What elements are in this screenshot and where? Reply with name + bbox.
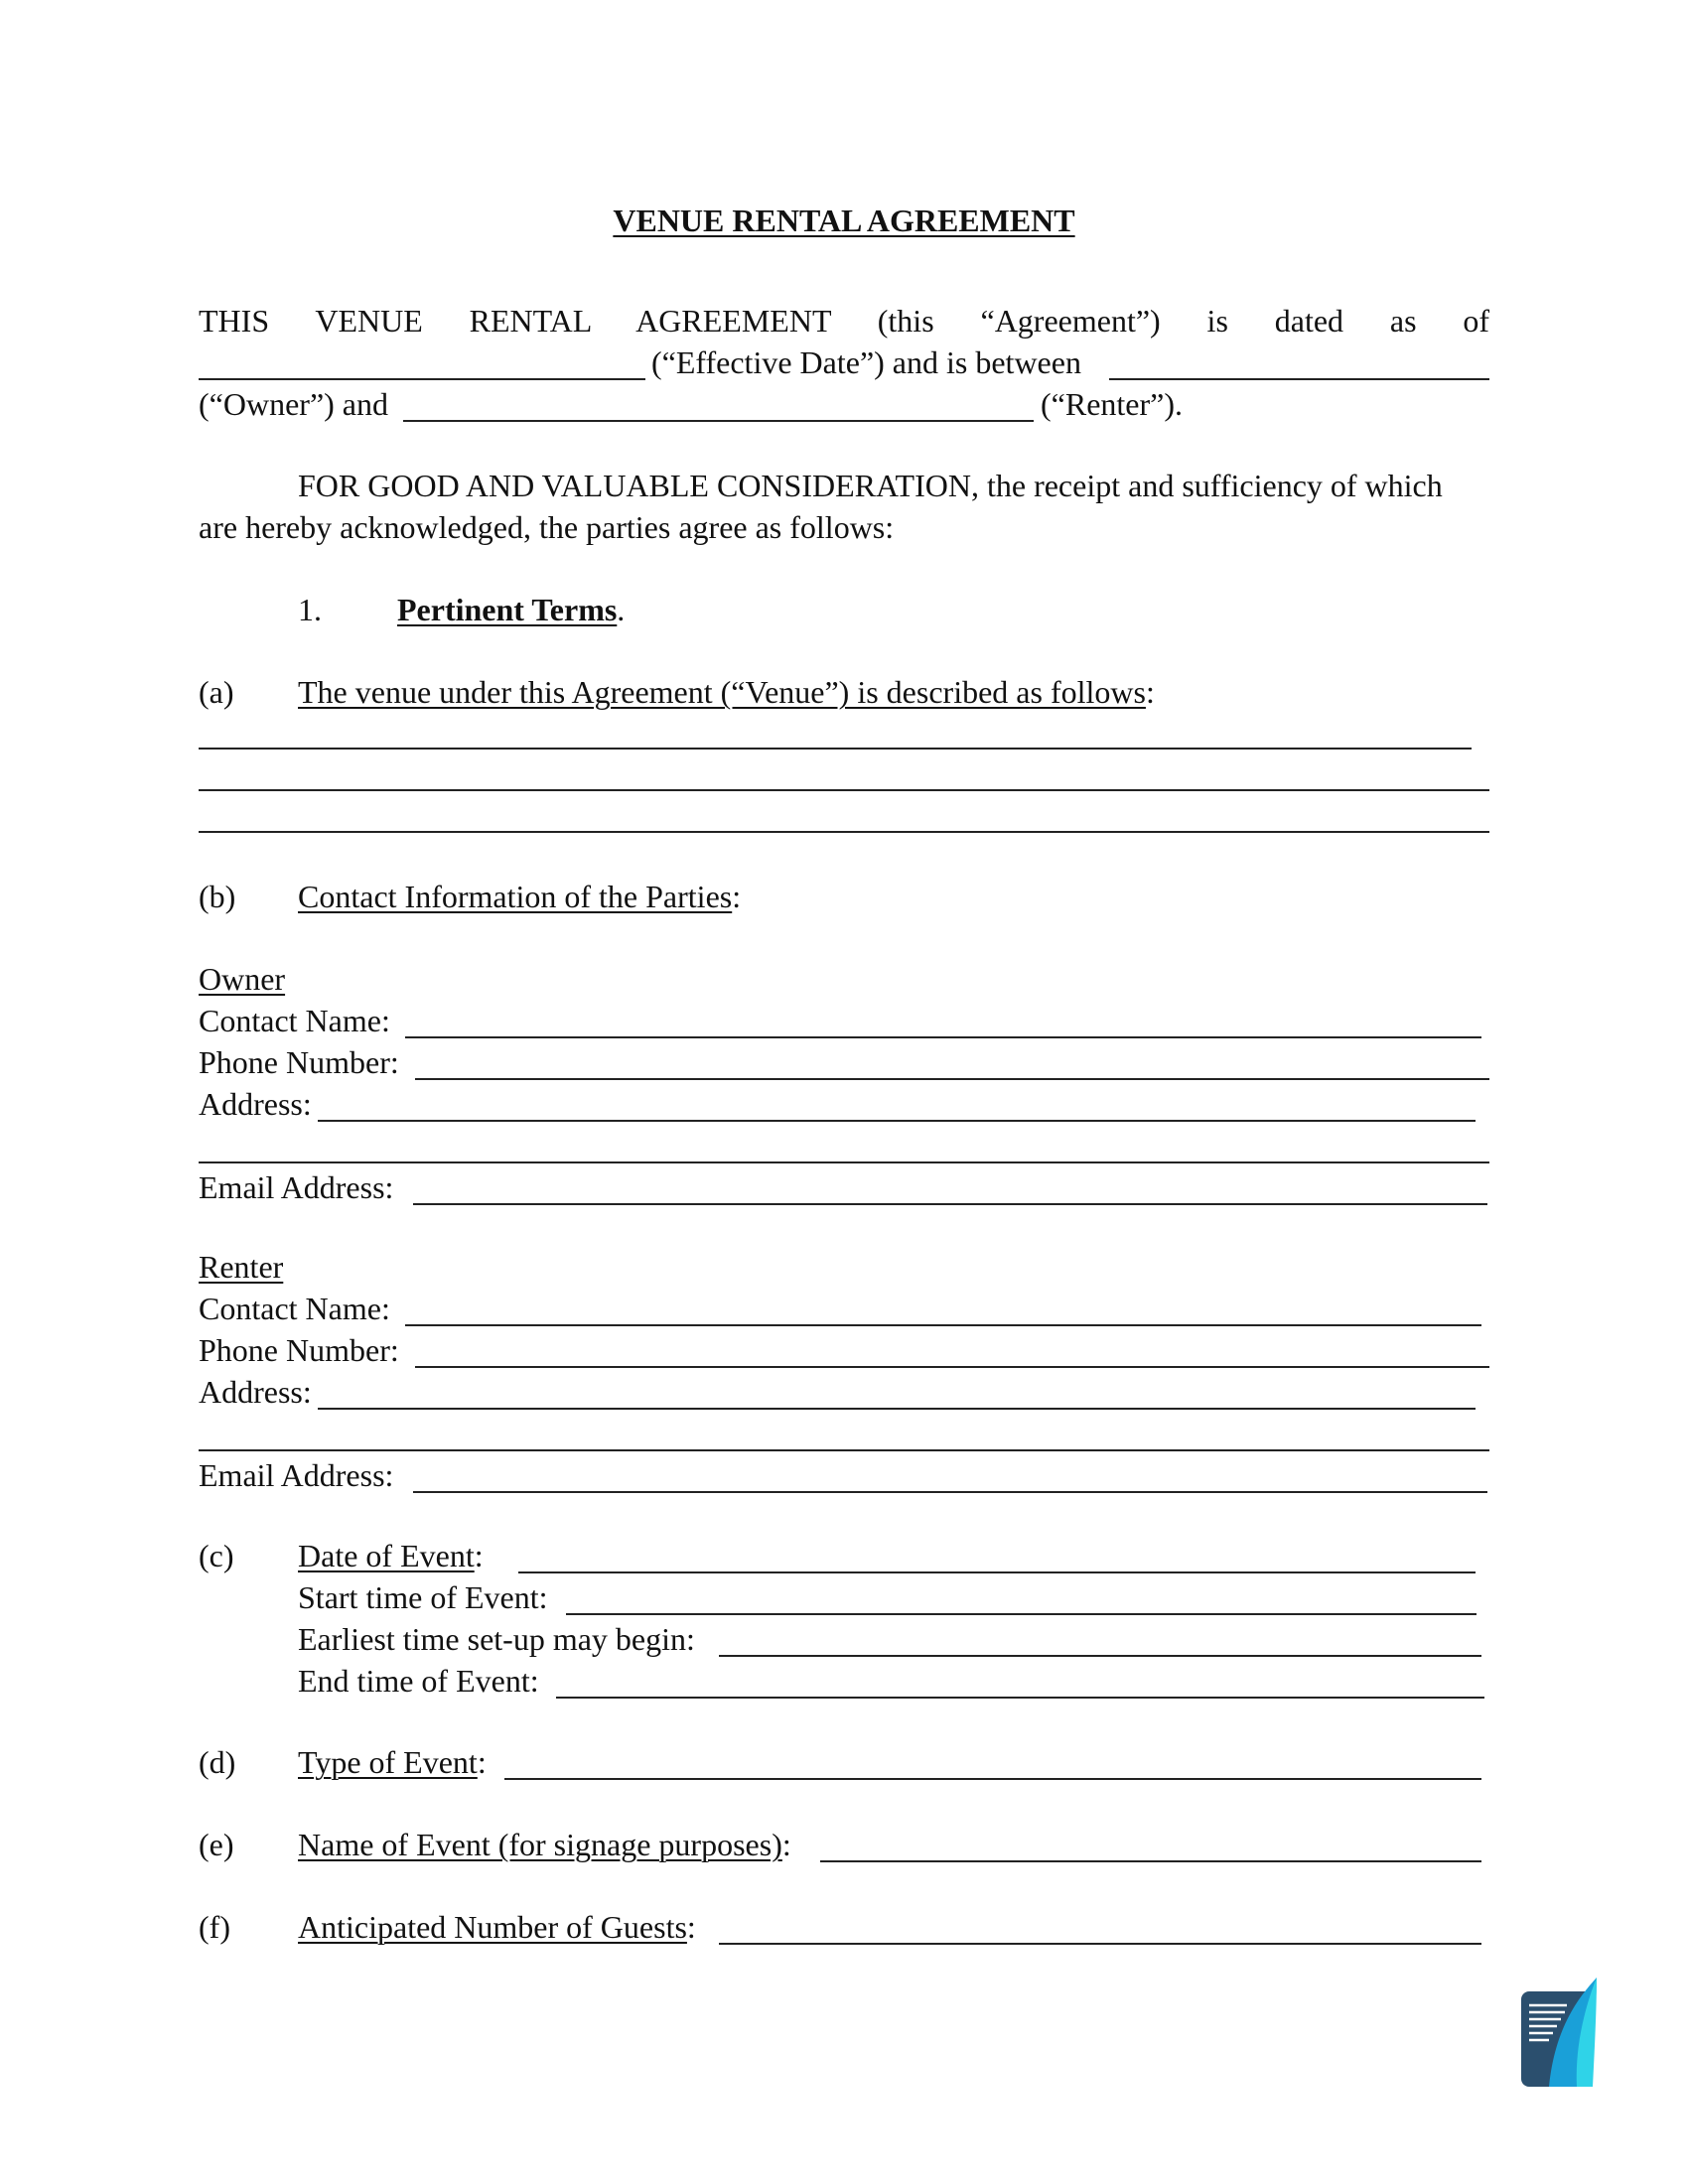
renter-contact-name-label: Contact Name: xyxy=(199,1291,390,1326)
item-c-marker: (c) xyxy=(199,1538,234,1573)
renter-email-field[interactable] xyxy=(413,1491,1487,1493)
item-f-marker: (f) xyxy=(199,1909,230,1945)
item-a-marker: (a) xyxy=(199,674,234,710)
document-feather-logo-icon xyxy=(1519,1978,1599,2089)
consideration-line-2: are hereby acknowledged, the parties agree as follows: xyxy=(199,509,895,545)
venue-description-blank-1[interactable] xyxy=(199,748,1472,750)
renter-heading: Renter xyxy=(199,1249,284,1285)
event-name-label: Name of Event (for signage purposes): xyxy=(298,1827,791,1862)
item-b-marker: (b) xyxy=(199,879,236,914)
owner-email-field[interactable] xyxy=(413,1203,1487,1205)
effective-date-blank[interactable] xyxy=(199,378,645,380)
event-type-label: Type of Event: xyxy=(298,1744,487,1780)
end-time-field[interactable] xyxy=(556,1697,1484,1699)
document-title: VENUE RENTAL AGREEMENT xyxy=(613,203,1075,238)
renter-phone-field[interactable] xyxy=(415,1366,1489,1368)
setup-time-field[interactable] xyxy=(719,1655,1481,1657)
owner-party-blank[interactable] xyxy=(1109,378,1489,380)
owner-phone-field[interactable] xyxy=(415,1078,1489,1080)
owner-phone-label: Phone Number: xyxy=(199,1044,399,1080)
guest-count-field[interactable] xyxy=(719,1943,1481,1945)
event-date-field[interactable] xyxy=(518,1571,1476,1573)
item-d-marker: (d) xyxy=(199,1744,236,1780)
section-heading: Pertinent Terms. xyxy=(397,592,626,627)
setup-time-label: Earliest time set-up may begin: xyxy=(298,1621,695,1657)
effective-date-text: (“Effective Date”) and is between xyxy=(651,344,1081,380)
owner-address-field-1[interactable] xyxy=(318,1120,1476,1122)
event-date-label: Date of Event: xyxy=(298,1538,484,1573)
owner-and-text: (“Owner”) and xyxy=(199,386,388,422)
owner-contact-name-label: Contact Name: xyxy=(199,1003,390,1038)
owner-heading: Owner xyxy=(199,961,286,997)
venue-description-blank-3[interactable] xyxy=(199,831,1489,833)
event-type-field[interactable] xyxy=(504,1778,1481,1780)
renter-address-field-2[interactable] xyxy=(199,1449,1489,1451)
guest-count-label: Anticipated Number of Guests: xyxy=(298,1909,696,1945)
end-time-label: End time of Event: xyxy=(298,1663,539,1699)
venue-description-blank-2[interactable] xyxy=(199,789,1489,791)
intro-line-1: THIS VENUE RENTAL AGREEMENT (this “Agreement”) is dated as of xyxy=(199,303,1490,339)
owner-contact-name-field[interactable] xyxy=(405,1036,1481,1038)
event-name-field[interactable] xyxy=(820,1860,1481,1862)
start-time-field[interactable] xyxy=(566,1613,1477,1615)
consideration-line-1: FOR GOOD AND VALUABLE CONSIDERATION, the receipt and sufficiency of which xyxy=(298,468,1443,503)
renter-close-text: (“Renter”). xyxy=(1041,386,1184,422)
renter-address-label: Address: xyxy=(199,1374,312,1410)
item-b-label: Contact Information of the Parties: xyxy=(298,879,742,914)
renter-phone-label: Phone Number: xyxy=(199,1332,399,1368)
renter-party-blank[interactable] xyxy=(403,420,1034,422)
section-number: 1. xyxy=(298,592,322,627)
renter-address-field-1[interactable] xyxy=(318,1408,1476,1410)
start-time-label: Start time of Event: xyxy=(298,1579,548,1615)
renter-contact-name-field[interactable] xyxy=(405,1324,1481,1326)
renter-email-label: Email Address: xyxy=(199,1457,394,1493)
owner-address-field-2[interactable] xyxy=(199,1161,1489,1163)
item-a-label: The venue under this Agreement (“Venue”) is described as follows: xyxy=(298,674,1155,710)
owner-address-label: Address: xyxy=(199,1086,312,1122)
owner-email-label: Email Address: xyxy=(199,1169,394,1205)
item-e-marker: (e) xyxy=(199,1827,234,1862)
